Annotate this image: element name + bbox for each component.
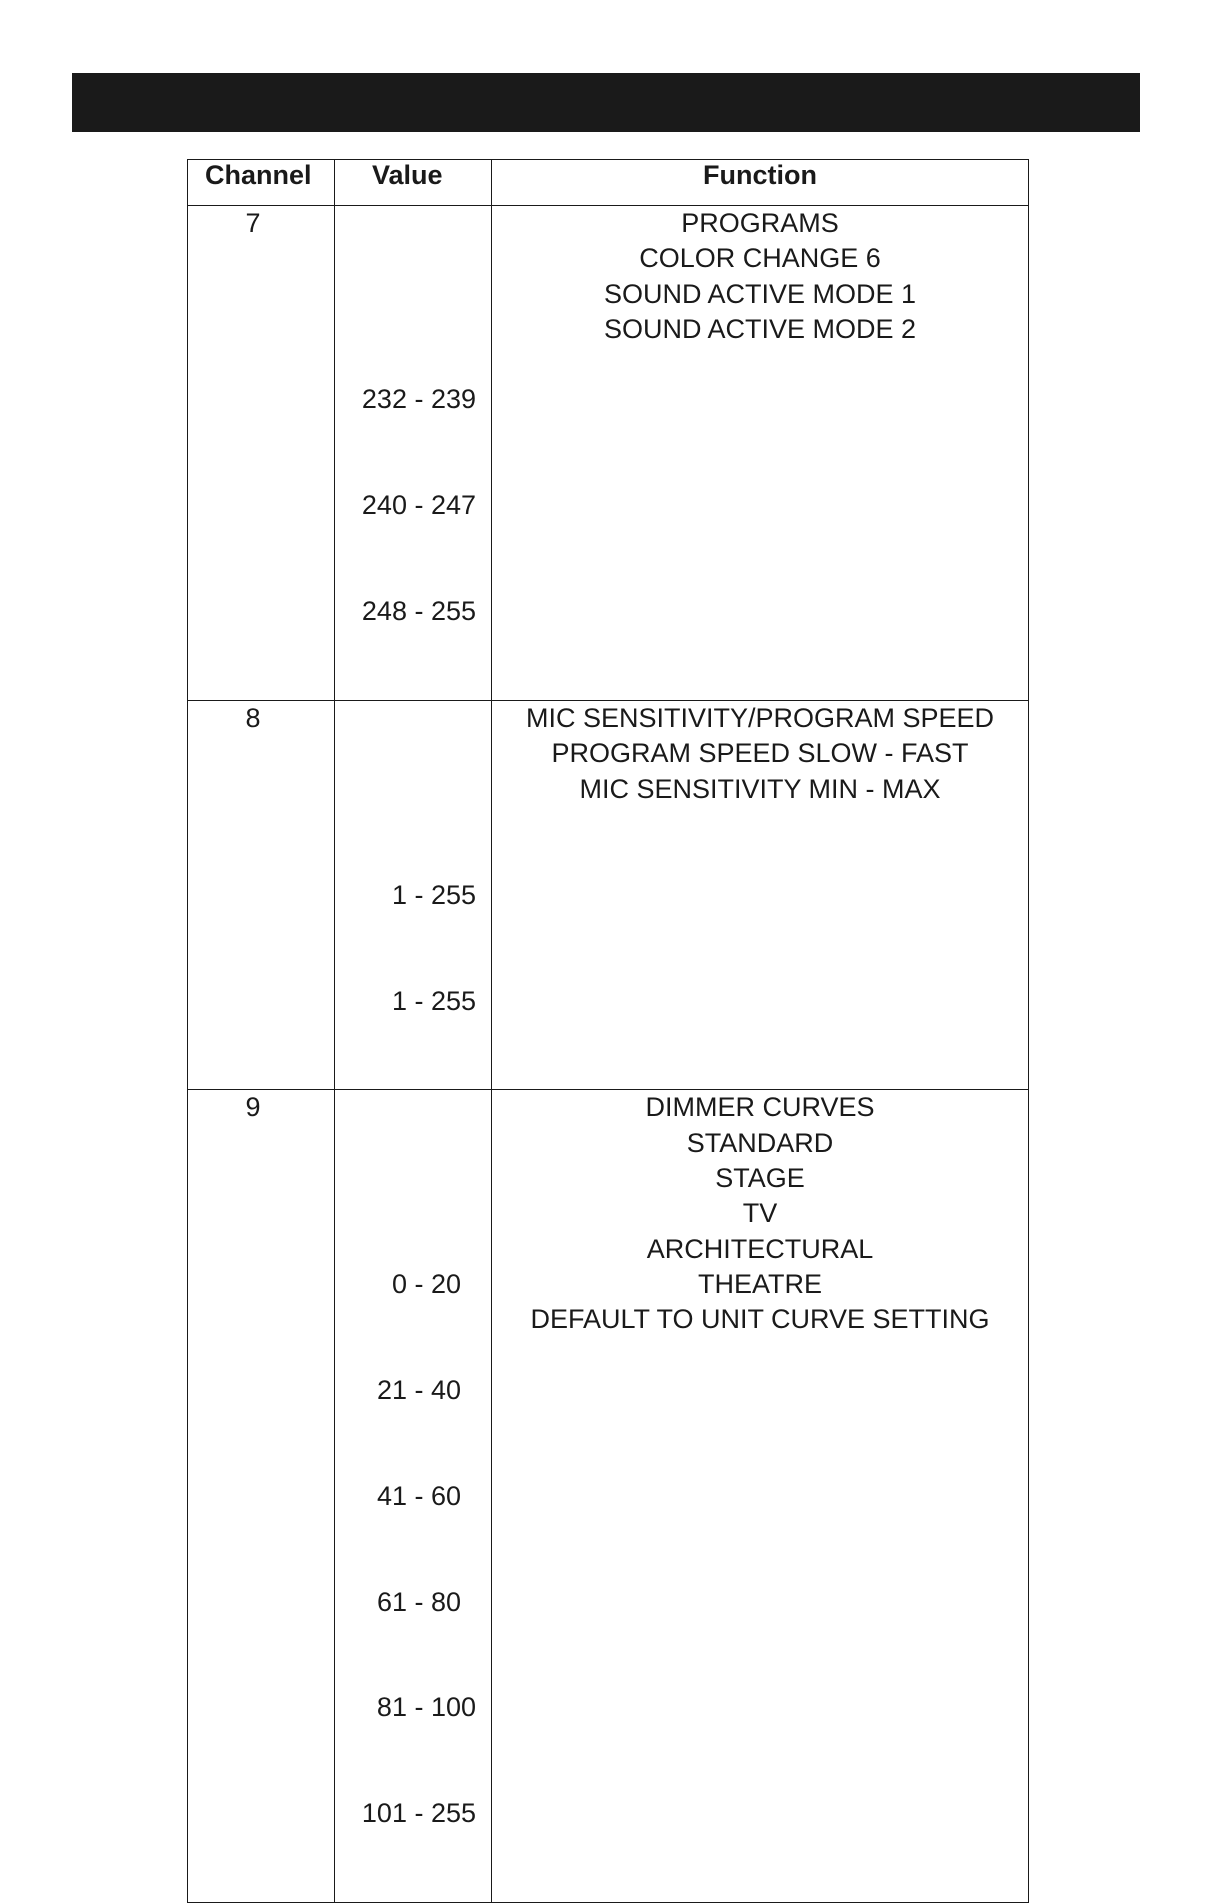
channel-label: 8 (245, 703, 261, 734)
table-header-row (188, 160, 1029, 206)
function-label: ARCHITECTURAL (646, 1233, 874, 1264)
function-label: DIMMER CURVES (645, 1092, 875, 1123)
function-label: MIC SENSITIVITY MIN - MAX (579, 773, 941, 804)
value-range: 81 - 100 (376, 1692, 476, 1723)
function-label: STANDARD (686, 1127, 834, 1158)
value-range: 240 - 247 (361, 490, 476, 521)
channel-group-9 (188, 1090, 1029, 1903)
value-range: 41 - 60 (376, 1480, 476, 1511)
value-range: 21 - 40 (376, 1374, 476, 1405)
channel-label: 9 (245, 1092, 261, 1123)
channel-number (188, 1090, 335, 1903)
function-label: TV (742, 1198, 778, 1229)
header-channel: Channel (188, 160, 335, 206)
value-range: 101 - 255 (361, 1798, 476, 1829)
header-value: Value (335, 160, 492, 206)
header-bar (72, 73, 1140, 132)
function-label: COLOR CHANGE 6 (639, 243, 881, 274)
value-range: 248 - 255 (361, 596, 476, 627)
value-range (335, 277, 476, 312)
function-label: STAGE (715, 1163, 805, 1194)
header-function: Function (492, 160, 1029, 206)
value-cell (335, 206, 492, 701)
value-range: 1 - 255 (391, 879, 476, 910)
function-label: DEFAULT TO UNIT CURVE SETTING (530, 1304, 990, 1335)
channel-group-7 (188, 206, 1029, 701)
value-range (335, 772, 476, 807)
function-cell (492, 701, 1029, 1090)
function-label: PROGRAMS (681, 208, 839, 238)
channel-label: 7 (245, 208, 261, 238)
function-cell (492, 1090, 1029, 1903)
channel-group-8 (188, 701, 1029, 1090)
function-label: PROGRAM SPEED SLOW - FAST (551, 738, 969, 769)
value-cell (335, 701, 492, 1090)
value-range: 232 - 239 (361, 384, 476, 415)
value-range: 61 - 80 (376, 1586, 476, 1617)
value-cell (335, 1090, 492, 1903)
table-row (188, 1090, 1029, 1903)
table-row (188, 206, 1029, 701)
value-range: 0 - 20 (391, 1268, 476, 1299)
function-label: MIC SENSITIVITY/PROGRAM SPEED (525, 703, 995, 734)
channel-number (188, 701, 335, 1090)
channel-number (188, 206, 335, 701)
table-row (188, 701, 1029, 1090)
dmx-channel-table (187, 159, 1029, 1903)
function-label: THEATRE (697, 1268, 822, 1299)
function-label: SOUND ACTIVE MODE 2 (603, 313, 917, 344)
function-cell (492, 206, 1029, 701)
value-range (335, 1161, 476, 1196)
value-range: 1 - 255 (391, 985, 476, 1016)
function-label: SOUND ACTIVE MODE 1 (603, 278, 917, 309)
